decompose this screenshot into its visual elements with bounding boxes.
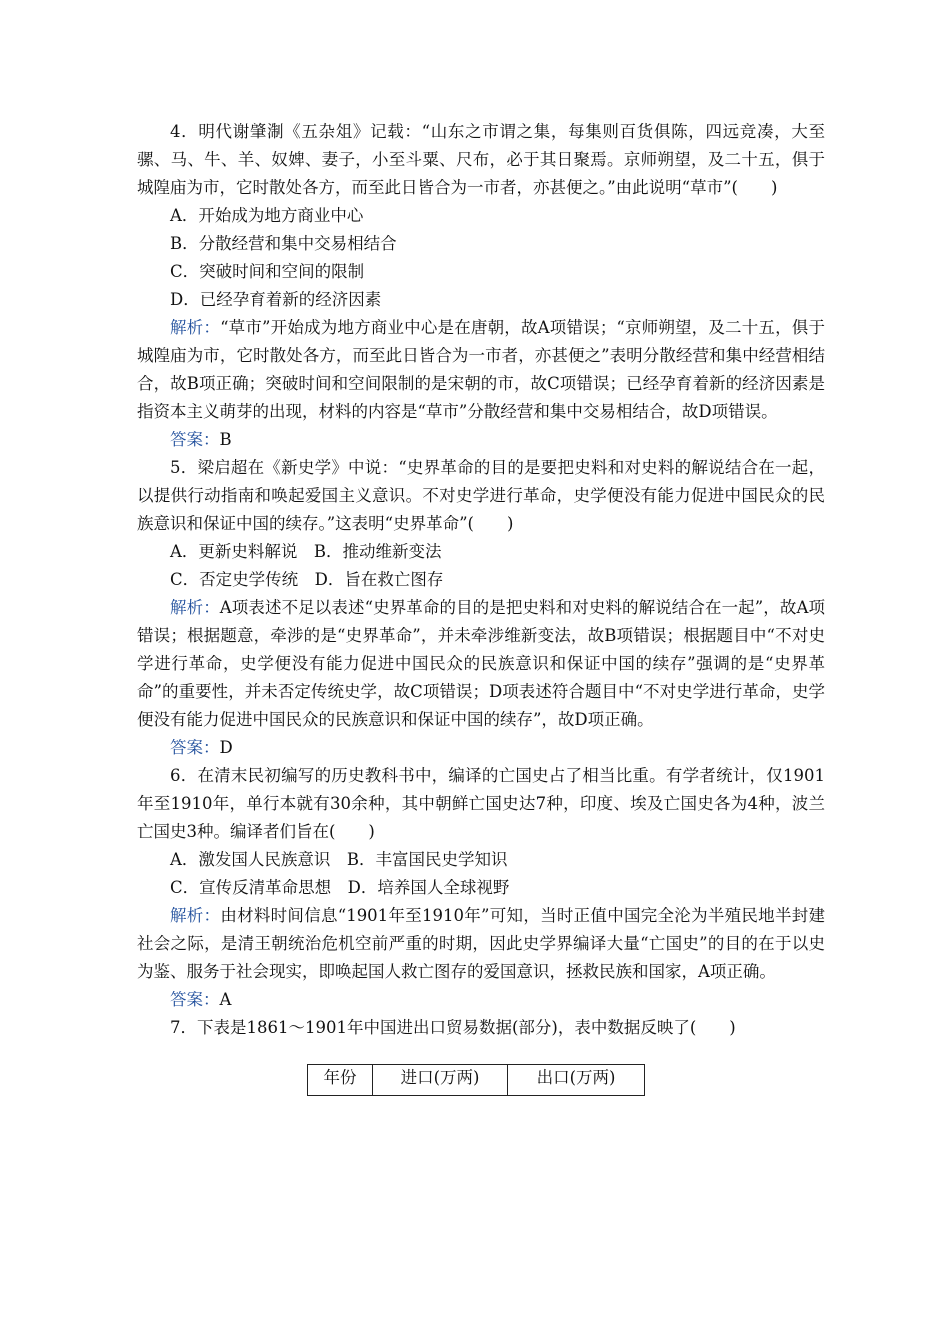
q6-stem: 6．在清末民初编写的历史教科书中，编译的亡国史占了相当比重。有学者统计，仅1901年至1910年，单行本就有30余种，其中朝鲜亡国史达7种，印度、埃及亡国史各为4种，波兰亡国史3种。编译者们旨在( ) (137, 766, 825, 841)
q4-option-b: B．分散经营和集中交易相结合 (170, 234, 397, 253)
q6-analysis-label: 解析： (170, 906, 221, 925)
table-header-year: 年份 (308, 1065, 373, 1096)
q5-answer-value: D (219, 738, 233, 757)
q4-analysis (137, 314, 825, 426)
q4-option-a: A．开始成为地方商业中心 (170, 206, 364, 225)
q4-stem: 4．明代谢肇淛《五杂俎》记载：“山东之市谓之集，每集则百货俱陈，四远竞凑，大至骡、马、牛、羊、奴婢、妻子，小至斗粟、尺布，必于其日聚焉。京师朔望，及二十五，俱于城隍庙为市，它时散处各方，而至此日皆合为一市者，亦甚便之。”由此说明“草市”( ) (137, 122, 825, 197)
q4-option-d: D．已经孕育着新的经济因素 (170, 290, 382, 309)
q4-answer (137, 426, 825, 454)
q7-stem: 7．下表是1861～1901年中国进出口贸易数据(部分)，表中数据反映了( ) (170, 1018, 736, 1037)
q4-option-c: C．突破时间和空间的限制 (170, 262, 365, 281)
q5-options-ab: A．更新史料解说 B．推动维新变法 (170, 542, 442, 561)
q5-analysis (137, 594, 825, 734)
table-header-row (308, 1065, 645, 1096)
table-header-export: 出口(万两) (508, 1065, 645, 1096)
q6-answer-value: A (219, 990, 232, 1009)
q6-answer-label: 答案： (170, 990, 220, 1009)
q5-stem: 5．梁启超在《新史学》中说：“史界革命的目的是要把史料和对史料的解说结合在一起，以提供行动指南和唤起爱国主义意识。不对史学进行革命，史学便没有能力促进中国民众的民族意识和保证中国的续存。”这表明“史界革命”( ) (137, 458, 825, 533)
q6-options-cd: C．宣传反清革命思想 D．培养国人全球视野 (170, 878, 510, 897)
q5-analysis-label: 解析： (170, 598, 220, 617)
q4-analysis-label: 解析： (170, 318, 221, 337)
q4-answer-label: 答案： (170, 430, 220, 449)
q5-options-cd: C．否定史学传统 D．旨在救亡图存 (170, 570, 444, 589)
trade-data-table (307, 1064, 645, 1096)
q5-analysis-text: A项表述不足以表述“史界革命的目的是把史料和对史料的解说结合在一起”，故A项错误；根据题意，牵涉的是“史界革命”，并未牵涉维新变法，故B项错误；根据题目中“不对史学进行革命，史学便没有能力促进中国民众的民族意识和保证中国的续存”强调的是“史界革命”的重要性，并未否定传统史学，故C项错误；D项表述符合题目中“不对史学进行革命，史学便没有能力促进中国民众的民族意识和保证中国的续存”，故D项正确。 (137, 598, 826, 729)
q5-answer (137, 734, 825, 762)
q6-options-ab: A．激发国人民族意识 B．丰富国民史学知识 (170, 850, 508, 869)
q6-answer (137, 986, 825, 1014)
q5-answer-label: 答案： (170, 738, 220, 757)
q4-analysis-text: “草市”开始成为地方商业中心是在唐朝，故A项错误；“京师朔望，及二十五，俱于城隍庙为市，它时散处各方，而至此日皆合为一市者，亦甚便之”表明分散经营和集中经营相结合，故B项正确；突破时间和空间限制的是宋朝的市，故C项错误；已经孕育着新的经济因素是指资本主义萌芽的出现，材料的内容是“草市”分散经营和集中交易相结合，故D项错误。 (137, 318, 825, 421)
document-page (137, 118, 825, 1096)
q6-analysis-text: 由材料时间信息“1901年至1910年”可知，当时正值中国完全沦为半殖民地半封建社会之际，是清王朝统治危机空前严重的时期，因此史学界编译大量“亡国史”的目的在于以史为鉴、服务于社会现实，即唤起国人救亡图存的爱国意识，拯救民族和国家，A项正确。 (137, 906, 825, 981)
q4-answer-value: B (219, 430, 232, 449)
q6-analysis (137, 902, 825, 986)
table-header-import: 进口(万两) (373, 1065, 508, 1096)
